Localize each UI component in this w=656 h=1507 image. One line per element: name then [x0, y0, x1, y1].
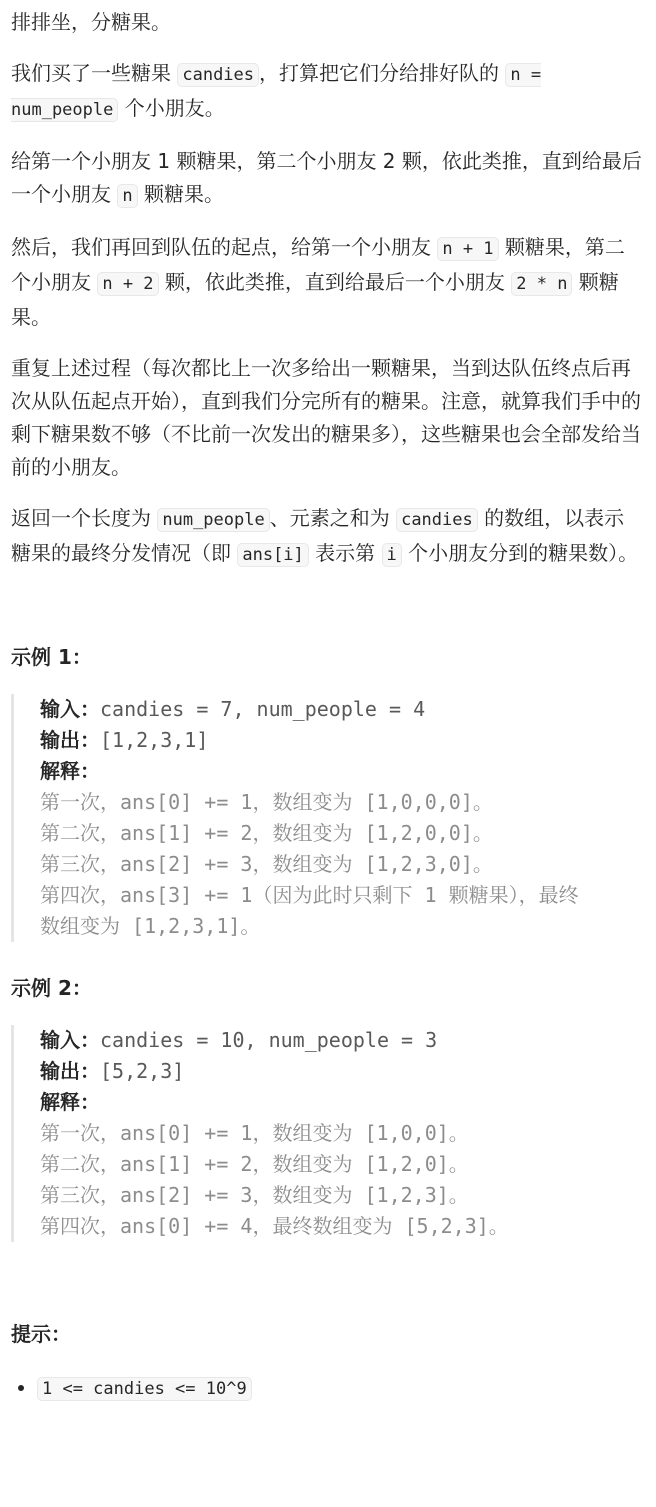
- hint-item: [37, 1371, 644, 1406]
- example-1-output-label: 输出：: [40, 728, 100, 752]
- example-1-input-label: 输入：: [40, 697, 100, 721]
- hint-code: 1 <= candies <= 10^9: [37, 1377, 252, 1401]
- inline-code-candies-2: candies: [396, 508, 478, 532]
- example-1-explain-line: 第一次，ans[0] += 1，数组变为 [1,0,0,0]。: [40, 790, 493, 814]
- intro-paragraph-5: 返回一个长度为 num_people 、元素之和为 candies 的数组，以表示糖果的最终分发情况（即 ans[i] 表示第 i 个小朋友分到的糖果数）。: [11, 506, 639, 565]
- example-2-output-label: 输出：: [40, 1059, 100, 1083]
- hints-title: 提示：: [11, 1322, 71, 1346]
- intro-paragraph-2: 给第一个小朋友 1 颗糖果，第二个小朋友 2 颗，依此类推，直到给最后一个小朋友 n 颗糖果。: [11, 149, 642, 206]
- example-2-explain-line: 第三次，ans[2] += 3，数组变为 [1,2,3]。: [40, 1183, 469, 1207]
- example-1-explain-line: 第三次，ans[2] += 3，数组变为 [1,2,3,0]。: [40, 852, 493, 876]
- example-1-explain-line: 第二次，ans[1] += 2，数组变为 [1,2,0,0]。: [40, 821, 493, 845]
- example-1-explain-line: 数组变为 [1,2,3,1]。: [40, 914, 261, 938]
- inline-code-num-people: num_people: [157, 508, 269, 532]
- example-1-title: 示例 1：: [11, 645, 92, 669]
- inline-code-candies: candies: [177, 63, 259, 87]
- example-2-block: [11, 1025, 644, 1242]
- intro-paragraph-4: 重复上述过程（每次都比上一次多给出一颗糖果，当到达队伍终点后再次从队伍起点开始），直到我们分完所有的糖果。注意，就算我们手中的剩下糖果数不够（不比前一次发出的糖果多），这些糖果也会全部发给当前的小朋友。: [11, 356, 641, 479]
- example-2-title: 示例 2：: [11, 976, 92, 1000]
- example-1-explain-line: 第四次，ans[3] += 1（因为此时只剩下 1 颗糖果），最终: [40, 883, 579, 907]
- example-2-explain-label: 解释：: [40, 1090, 100, 1114]
- example-2-explain-line: 第二次，ans[1] += 2，数组变为 [1,2,0]。: [40, 1152, 469, 1176]
- example-2-output: [5,2,3]: [100, 1059, 185, 1083]
- inline-code-n-plus-1: n + 1: [437, 237, 498, 261]
- inline-code-n-plus-2: n + 2: [97, 272, 158, 296]
- intro-title-line: 排排坐，分糖果。: [11, 10, 171, 34]
- example-2-input: candies = 10, num_people = 3: [100, 1028, 438, 1052]
- example-1-input: candies = 7, num_people = 4: [100, 697, 426, 721]
- example-2-input-label: 输入：: [40, 1028, 100, 1052]
- inline-code-2-times-n: 2 * n: [511, 272, 572, 296]
- inline-code-n-equals-num-people: n = num_people: [11, 65, 542, 120]
- inline-code-i: i: [382, 543, 402, 567]
- example-1-output: [1,2,3,1]: [100, 728, 209, 752]
- example-1-block: [11, 694, 644, 942]
- intro-paragraph-3: 然后，我们再回到队伍的起点，给第一个小朋友 n + 1 颗糖果，第二个小朋友 n + 2 颗，依此类推，直到给最后一个小朋友 2 * n 颗糖果。: [11, 235, 625, 329]
- hints-list: [11, 1371, 644, 1406]
- intro-paragraph-1: 我们买了一些糖果 candies ，打算把它们分给排好队的 n = num_people 个小朋友。: [11, 61, 542, 120]
- example-1-explain-label: 解释：: [40, 759, 100, 783]
- example-2-explain-line: 第一次，ans[0] += 1，数组变为 [1,0,0]。: [40, 1121, 469, 1145]
- inline-code-n: n: [117, 184, 137, 208]
- example-2-explain-line: 第四次，ans[0] += 4，最终数组变为 [5,2,3]。: [40, 1214, 509, 1238]
- inline-code-ans-i: ans[i]: [237, 543, 308, 567]
